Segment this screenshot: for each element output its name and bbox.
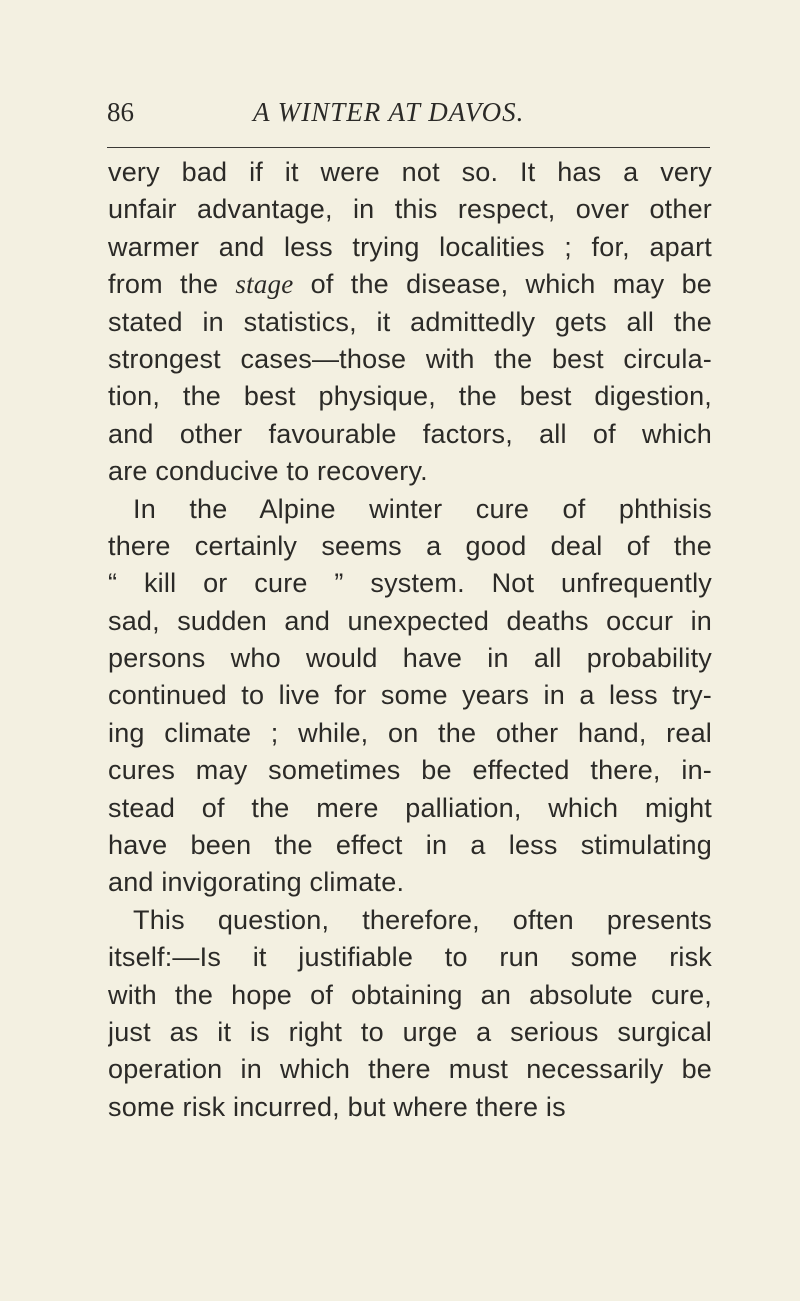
text-line: just as it is right to urge a serious surgical [108,1016,712,1047]
text-line: itself:—Is it justifiable to run some risk [108,942,712,973]
text-line: “ kill or cure ” system. Not unfrequently [108,568,712,599]
text-line: tion, the best physique, the best digestion, [108,381,712,412]
text-line: operation in which there must necessarily be [108,1054,712,1085]
text-line: cures may sometimes be effected there, in- [108,755,712,786]
emphasized-word: stage [235,269,294,300]
text-line: strongest cases—those with the best circula- [108,343,712,374]
header-rule [107,147,710,148]
text-line: there certainly seems a good deal of the [108,530,712,561]
body-text [108,154,712,1126]
text-line: very bad if it were not so. It has a very [108,157,712,187]
text-line: some risk incurred, but where there is [108,1091,566,1122]
text-line: stead of the mere palliation, which might [108,792,712,823]
text-line: continued to live for some years in a less try- [108,680,712,711]
text-line: In the Alpine winter cure of phthisis [133,493,712,524]
running-header [107,92,707,132]
text-line: warmer and less trying localities ; for, apart [108,231,712,262]
page-number: 86 [107,97,134,127]
text-run: from the [108,269,236,300]
text-line: are conducive to recovery. [108,456,428,487]
text-line: persons who would have in all probability [108,643,712,674]
text-line: and other favourable factors, all of which [108,418,712,449]
running-title: A WINTER AT DAVOS. [253,97,525,127]
text-line: have been the effect in a less stimulating [108,830,712,861]
text-line: and invigorating climate. [108,867,405,898]
text-line: This question, therefore, often presents [133,904,712,935]
text-line: ing climate ; while, on the other hand, real [108,717,712,748]
text-line: stated in statistics, it admittedly gets all the [108,306,712,337]
text-line: sad, sudden and unexpected deaths occur in [108,605,712,636]
text-line: unfair advantage, in this respect, over other [108,194,712,225]
text-run: of the disease, which may be [293,269,712,300]
text-line: with the hope of obtaining an absolute cure, [108,979,712,1010]
text-line [108,266,712,303]
